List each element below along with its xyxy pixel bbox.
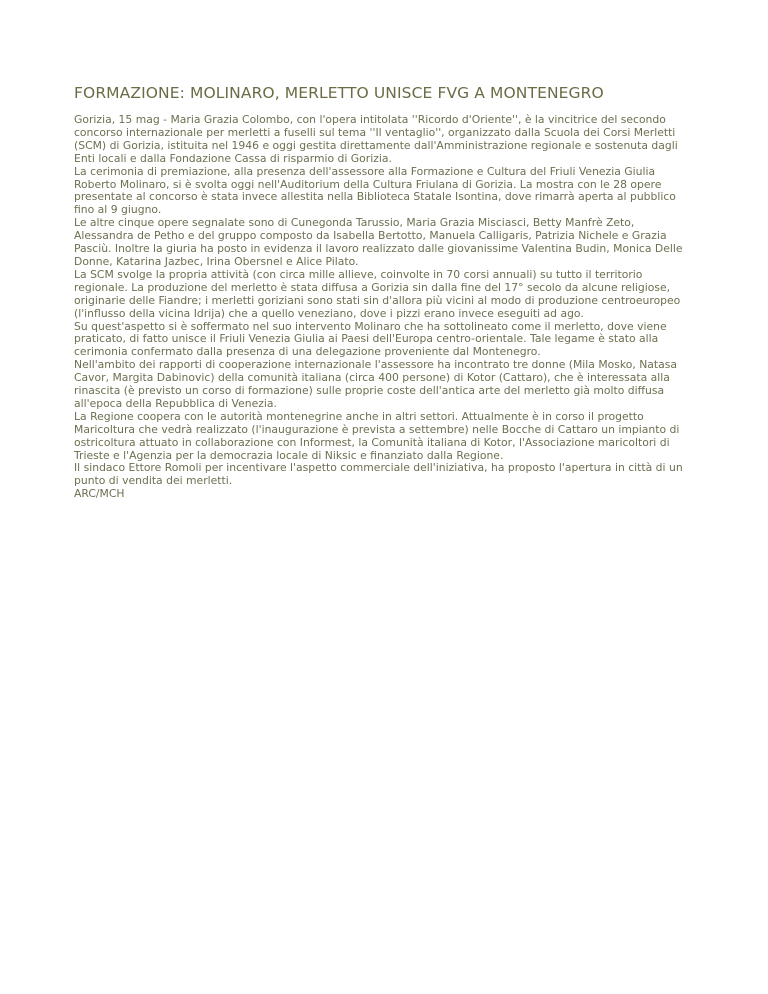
article-paragraph: Le altre cinque opere segnalate sono di Cunegonda Tarussio, Maria Grazia Misciasci, Betty Manfrè Zeto, Alessandra de Petho e del gruppo composto da Isabella Bertotto, Manuela Calligaris, Patrizia Nichele e Grazia Pasciù. Inoltre la giuria ha posto in evidenza il lavoro realizzato dalle giovanissime Valentina Budin, Monica Delle Donne, Katarina Jazbec, Irina Obersnel e Alice Pilato. bbox=[74, 216, 683, 268]
article-paragraph: La Regione coopera con le autorità montenegrine anche in altri settori. Attualmente è in corso il progetto Maricoltura che vedrà realizzato (l'inaugurazione è prevista a settembre) nelle Bocche di Cattaro un impianto di ostricoltura attuato in collaborazione con Informest, la Comunità italiana di Kotor, l'Associazione maricoltori di Trieste e l'Agenzia per la democrazia locale di Niksic e finanziato dalla Regione. bbox=[74, 409, 680, 462]
article-title: FORMAZIONE: MOLINARO, MERLETTO UNISCE FVG A MONTENEGRO bbox=[74, 84, 604, 102]
article-paragraph: Nell'ambito dei rapporti di cooperazione internazionale l'assessore ha incontrato tre donne (Mila Mosko, Natasa Cavor, Margita Dabinovic) della comunità italiana (circa 400 persone) di Kotor (Cattaro), che è interessata alla rinascita (è previsto un corso di formazione) sulle proprie coste dell'antica arte del merletto già molto diffusa all'epoca della Repubblica di Venezia. bbox=[74, 358, 678, 410]
article-signature: ARC/MCH bbox=[74, 487, 125, 501]
article-paragraph: La cerimonia di premiazione, alla presenza dell'assessore alla Formazione e Cultura del Friuli Venezia Giulia Roberto Molinaro, si è svolta oggi nell'Auditorium della Cultura Friulana di Gorizia. La mostra con le 28 opere presentate al concorso è stata invece allestita nella Biblioteca Statale Isontina, dove rimarrà aperta al pubblico fino al 9 giugno. bbox=[74, 164, 676, 217]
article-body bbox=[74, 114, 696, 501]
article bbox=[74, 84, 696, 501]
article-paragraph: Gorizia, 15 mag - Maria Grazia Colombo, con l'opera intitolata ''Ricordo d'Oriente'', è la vincitrice del secondo concorso internazionale per merletti a fuselli sul tema ''Il ventaglio'', organizzato dalla Scuola dei Corsi Merletti (SCM) di Gorizia, istituita nel 1946 e oggi gestita direttamente dall'Amministrazione regionale e sostenuta dagli Enti locali e dalla Fondazione Cassa di risparmio di Gorizia. bbox=[74, 113, 678, 165]
article-paragraph: Il sindaco Ettore Romoli per incentivare l'aspetto commerciale dell'iniziativa, ha proposto l'apertura in città di un punto di vendita dei merletti. bbox=[74, 461, 683, 488]
article-paragraph: Su quest'aspetto si è soffermato nel suo intervento Molinaro che ha sottolineato come il merletto, dove viene praticato, di fatto unisce il Friuli Venezia Giulia ai Paesi dell'Europa centro-orientale. Tale legame è stato alla cerimonia confermato dalla presenza di una delegazione proveniente dal Montenegro. bbox=[74, 319, 667, 359]
article-paragraph: La SCM svolge la propria attività (con circa mille allieve, coinvolte in 70 corsi annuali) su tutto il territorio regionale. La produzione del merletto è stata diffusa a Gorizia sin dalla fine del 17° secolo da alcune religiose, originarie delle Fiandre; i merletti goriziani sono stati sin d'allora più vicini al modo di produzione centroeuropeo (l'influsso della vicina Idrija) che a quello veneziano, dove i pizzi erano invece eseguiti ad ago. bbox=[74, 267, 681, 320]
